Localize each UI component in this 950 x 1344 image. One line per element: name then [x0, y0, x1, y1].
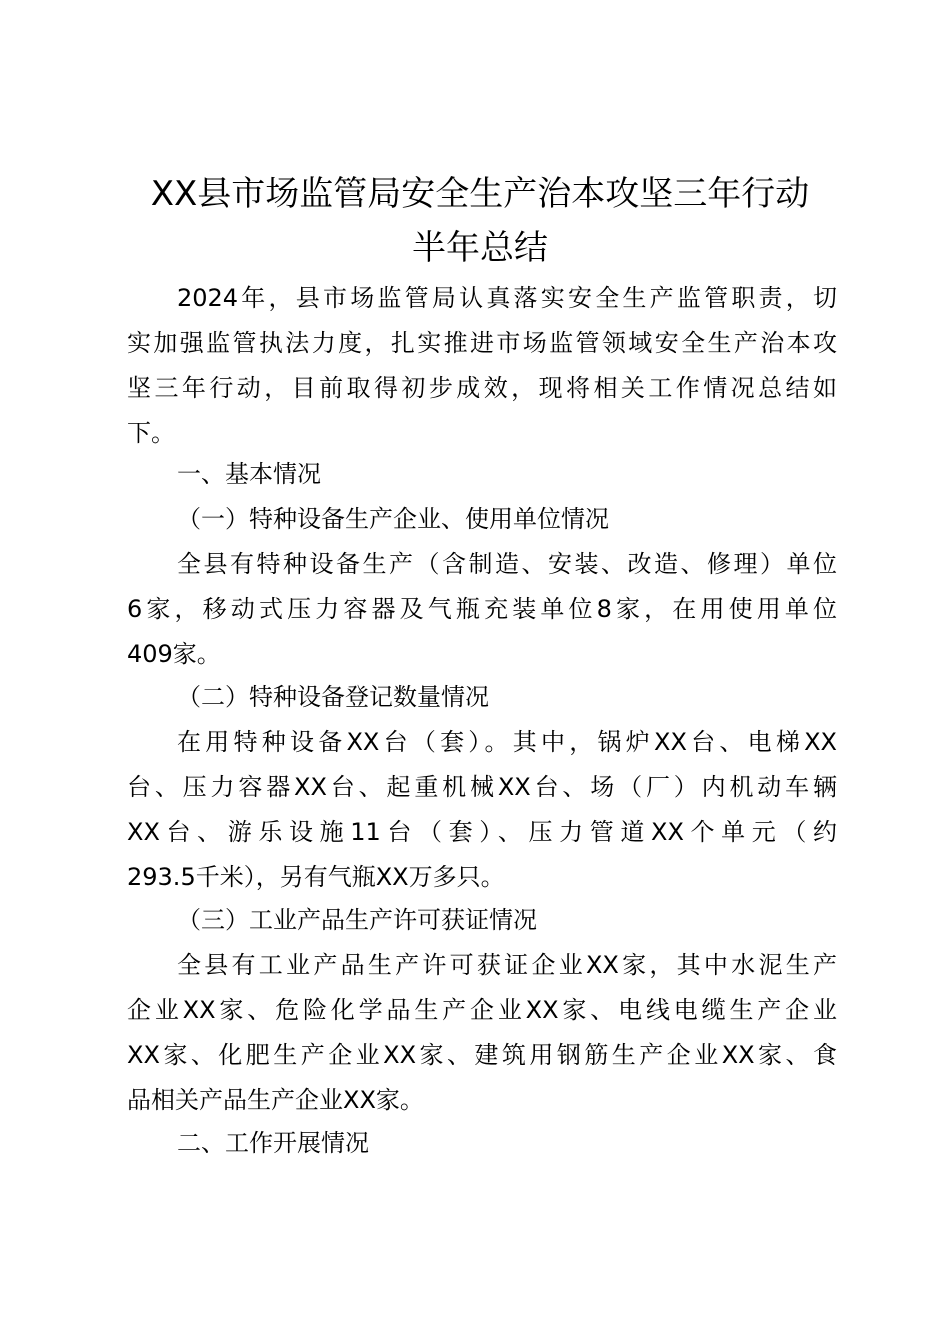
special-equipment-units-paragraph [127, 542, 837, 677]
document-title-continued: 半年总结 [412, 228, 548, 268]
paragraph-line: 坚三年行动，目前取得初步成效，现将相关工作情况总结如 [127, 374, 837, 402]
paragraph-line: 台、压力容器XX台、起重机械XX台、场（厂）内机动车辆 [127, 773, 837, 801]
subheading-equipment-registration: （二）特种设备登记数量情况 [177, 683, 489, 711]
section-heading-basic-situation: 一、基本情况 [177, 460, 321, 488]
subheading-production-license: （三）工业产品生产许可获证情况 [177, 906, 537, 934]
section-heading-work-progress: 二、工作开展情况 [177, 1129, 369, 1157]
paragraph-line: 实加强监管执法力度，扎实推进市场监管领域安全生产治本攻 [127, 329, 837, 357]
production-license-paragraph [127, 943, 837, 1123]
equipment-registration-paragraph [127, 720, 837, 900]
document-title: XX县市场监管局安全生产治本攻坚三年行动 [150, 174, 810, 214]
paragraph-line: 6家，移动式压力容器及气瓶充装单位8家，在用使用单位 [127, 595, 837, 623]
intro-paragraph [127, 276, 837, 456]
paragraph-line: 在用特种设备XX台（套）。其中，锅炉XX台、电梯XX [177, 728, 837, 756]
paragraph-line: 全县有特种设备生产（含制造、安装、改造、修理）单位 [177, 550, 837, 578]
paragraph-line: XX家、化肥生产企业XX家、建筑用钢筋生产企业XX家、食 [127, 1041, 837, 1069]
paragraph-line: 下。 [127, 419, 175, 447]
paragraph-line: 全县有工业产品生产许可获证企业XX家，其中水泥生产 [177, 951, 837, 979]
paragraph-line: XX台、游乐设施11台（套）、压力管道XX个单元（约 [127, 818, 837, 846]
paragraph-line: 企业XX家、危险化学品生产企业XX家、电线电缆生产企业 [127, 996, 837, 1024]
paragraph-line: 409家。 [127, 640, 221, 668]
paragraph-line: 品相关产品生产企业XX家。 [127, 1086, 424, 1114]
paragraph-line: 2024年，县市场监管局认真落实安全生产监管职责，切 [177, 284, 837, 312]
subheading-special-equipment-units: （一）特种设备生产企业、使用单位情况 [177, 505, 609, 533]
paragraph-line: 293.5千米），另有气瓶XX万多只。 [127, 863, 505, 891]
